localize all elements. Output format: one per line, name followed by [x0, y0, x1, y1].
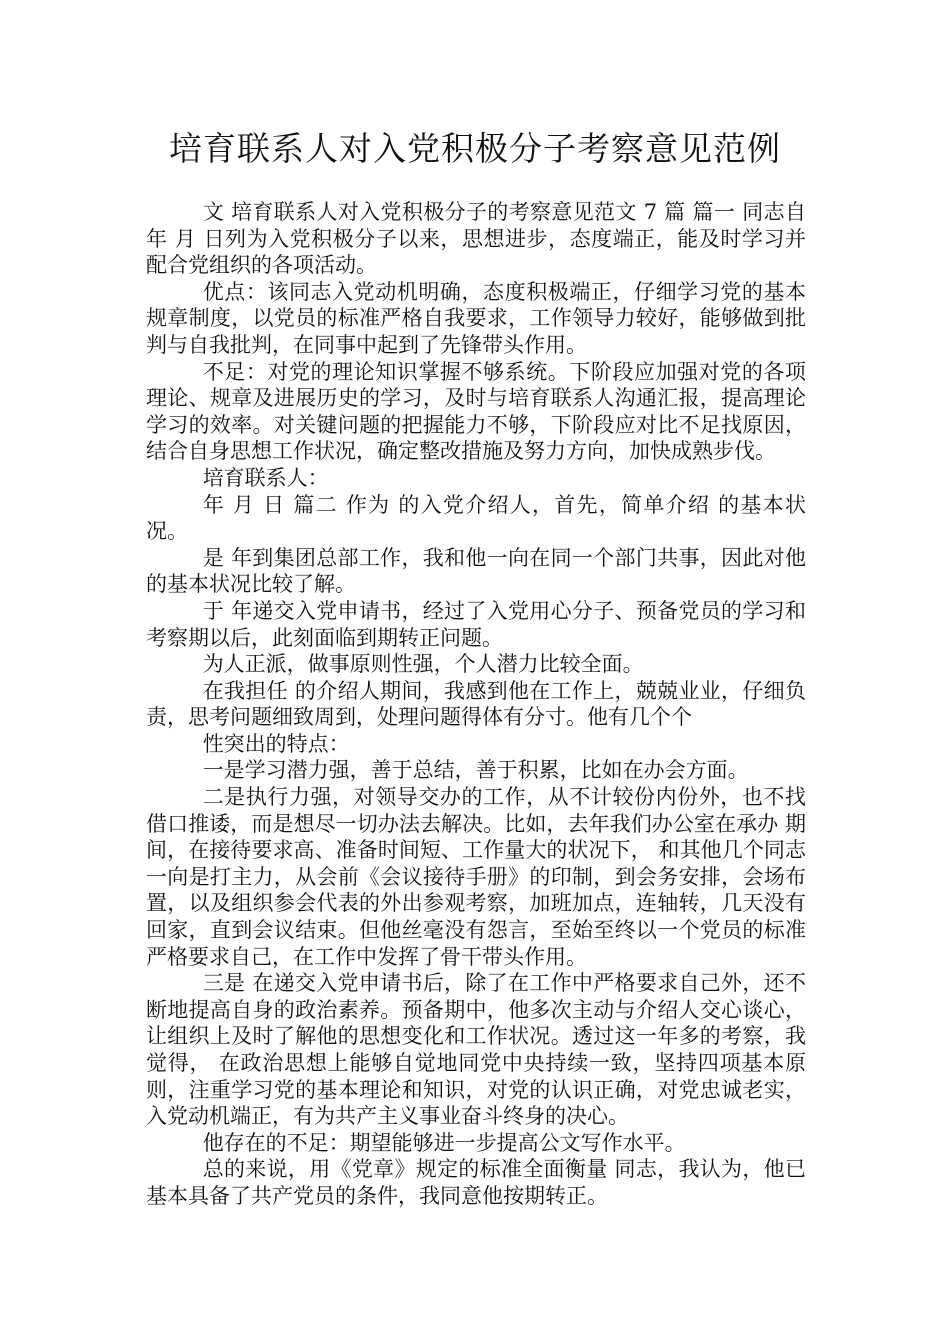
paragraph: 性突出的特点： [202, 731, 350, 756]
paragraph: 他存在的不足：期望能够进一步提高公文写作水平。 [202, 1130, 686, 1155]
paragraph: 不足：对党的理论知识掌握不够系统。下阶段应加强对党的各项理论、规章及进展历史的学习，及时与培育联系人沟通汇报，提高理论学习的效率。对关键问题的把握能力不够，下阶段应对比不足找原因，结合自身思想工作状况，确定整改措施及努力方向，加快成熟步伐。 [146, 359, 806, 464]
paragraph: 是 年到集团总部工作，我和他一向在同一个部门共事，因此对他的基本状况比较了解。 [146, 545, 806, 597]
paragraph: 培育联系人： [202, 465, 329, 490]
paragraph: 于 年递交入党申请书，经过了入党用心分子、预备党员的学习和考察期以后，此刻面临到期转正问题。 [146, 598, 806, 650]
paragraph: 一是学习潜力强，善于总结，善于积累，比如在办会方面。 [202, 758, 749, 783]
paragraph: 为人正派，做事原则性强，个人潜力比较全面。 [202, 652, 644, 677]
paragraph: 总的来说，用《党章》规定的标准全面衡量 同志，我认为，他已基本具备了共产党员的条件，我同意他按期转正。 [146, 1157, 806, 1208]
paragraph: 年 月 日 篇二 作为 的入党介绍人，首先，简单介绍 的基本状况。 [146, 492, 806, 544]
paragraph: 二是执行力强，对领导交办的工作，从不计较份内份外，也不找借口推诿，而是想尽一切办法去解决。比如，去年我们办公室在承办 期间，在接待要求高、准备时间短、工作量大的状况下， 和其他几个同志一向是打主力，从会前《会议接待手册》的印制，到会务安排，会场布置，以及组织参会代表的外出参观考察，加班加点，连轴转，几天没有回家，直到会议结束。但他丝毫没有怨言，至始至终以一个党员的标准严格要求自己，在工作中发挥了骨干带头作用。 [146, 785, 806, 969]
document-title: 培育联系人对入党积极分子考察意见范例 [169, 129, 781, 168]
paragraph: 优点：该同志入党动机明确，态度积极端正，仔细学习党的基本规章制度，以党员的标准严格自我要求，工作领导力较好，能够做到批判与自我批判，在同事中起到了先锋带头作用。 [146, 279, 806, 357]
paragraph: 文 培育联系人对入党积极分子的考察意见范文 7 篇 篇一 同志自 年 月 日列为入党积极分子以来，思想进步，态度端正，能及时学习并配合党组织的各项活动。 [146, 200, 806, 278]
paragraph: 三是 在递交入党申请书后，除了在工作中严格要求自己外，还不断地提高自身的政治素养。预备期中，他多次主动与介绍人交心谈心，让组织上及时了解他的思想变化和工作状况。透过这一年多的考察，我觉得， 在政治思想上能够自觉地同党中央持续一致，坚持四项基本原则，注重学习党的基本理论和知识，对党的认识正确，对党忠诚老实，入党动机端正，有为共产主义事业奋斗终身的决心。 [146, 971, 806, 1129]
paragraph: 在我担任 的介绍人期间，我感到他在工作上，兢兢业业，仔细负责，思考问题细致周到，处理问题得体有分寸。他有几个个 [146, 678, 806, 730]
document-body [146, 199, 806, 1210]
